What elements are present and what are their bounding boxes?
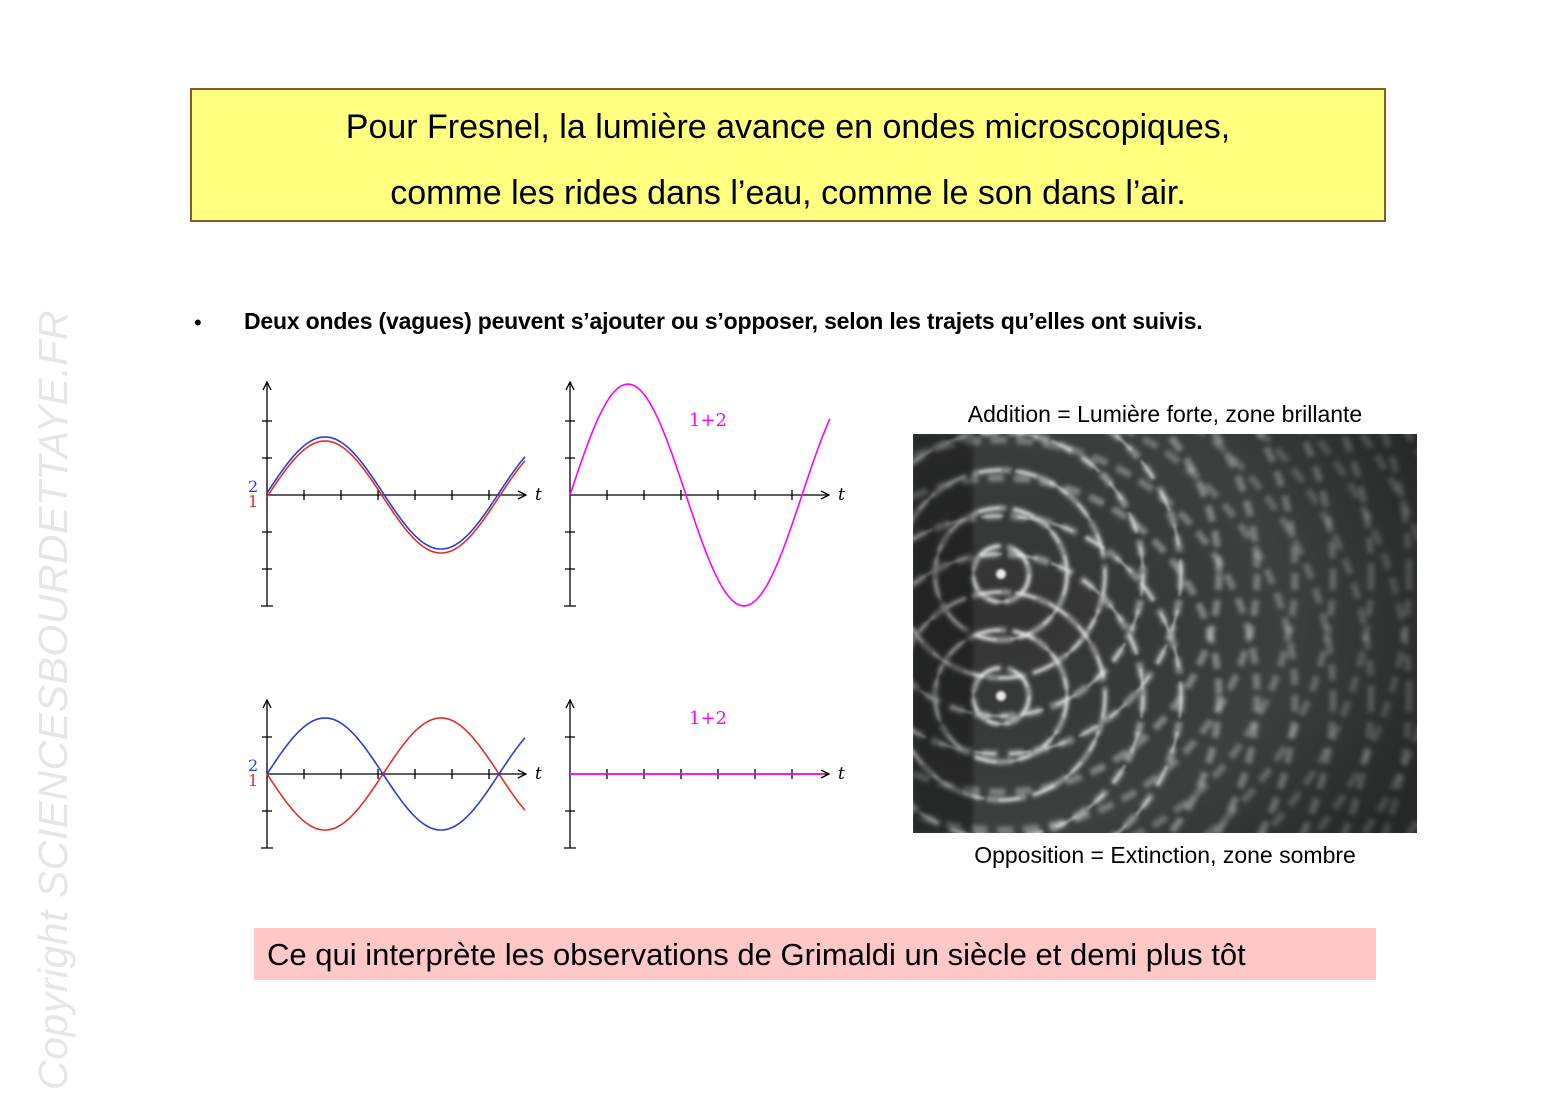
wave-2-label: 2 <box>248 477 259 496</box>
ripple-source <box>996 569 1006 579</box>
axis-lines <box>261 700 524 848</box>
wave-1-curve <box>267 441 525 553</box>
t-axis-label: t <box>535 485 542 505</box>
headline-box <box>190 88 1386 222</box>
graph-in-phase <box>230 370 550 620</box>
bullet-text: Deux ondes (vagues) peuvent s’ajouter ou s’opposer, selon les trajets qu’elles ont suivis. <box>244 308 1203 334</box>
t-axis-label: t <box>838 764 845 784</box>
graph-sum-extinction <box>533 690 853 860</box>
axis-lines <box>261 382 524 606</box>
graph-sum-addition <box>533 370 853 620</box>
wave-2-label: 2 <box>248 756 259 775</box>
water-ripple-interference-photo <box>913 434 1417 833</box>
axis-arrowheads <box>263 382 526 499</box>
sum-label: 1+2 <box>689 708 727 729</box>
conclusion-text: Ce qui interprète les observations de Grimaldi un siècle et demi plus tôt <box>267 937 1246 972</box>
headline-line-2: comme les rides dans l’eau, comme le son dans l’air. <box>390 174 1186 212</box>
graph-axes <box>261 382 526 606</box>
wave-1-label: 1 <box>248 492 259 511</box>
graph-axes <box>261 700 526 848</box>
photo-caption-opposition: Opposition = Extinction, zone sombre <box>974 842 1356 868</box>
axis-arrowheads <box>566 382 829 499</box>
ripple-source <box>996 691 1006 701</box>
graph-opposition <box>230 690 550 860</box>
headline-line-1: Pour Fresnel, la lumière avance en ondes microscopiques, <box>345 108 1231 146</box>
t-axis-label: t <box>838 485 845 505</box>
conclusion-box <box>254 928 1376 980</box>
wave-1-label: 1 <box>248 771 259 790</box>
copyright-watermark: Copyright SCIENCESBOURDETTAYE.FR <box>30 310 76 1090</box>
sum-label: 1+2 <box>689 410 727 431</box>
t-axis-label: t <box>535 764 542 784</box>
wave-2-curve <box>267 437 525 549</box>
axis-arrowheads <box>263 700 526 778</box>
photo-caption-addition: Addition = Lumière forte, zone brillante <box>967 401 1363 427</box>
bullet-marker: • <box>194 310 202 335</box>
